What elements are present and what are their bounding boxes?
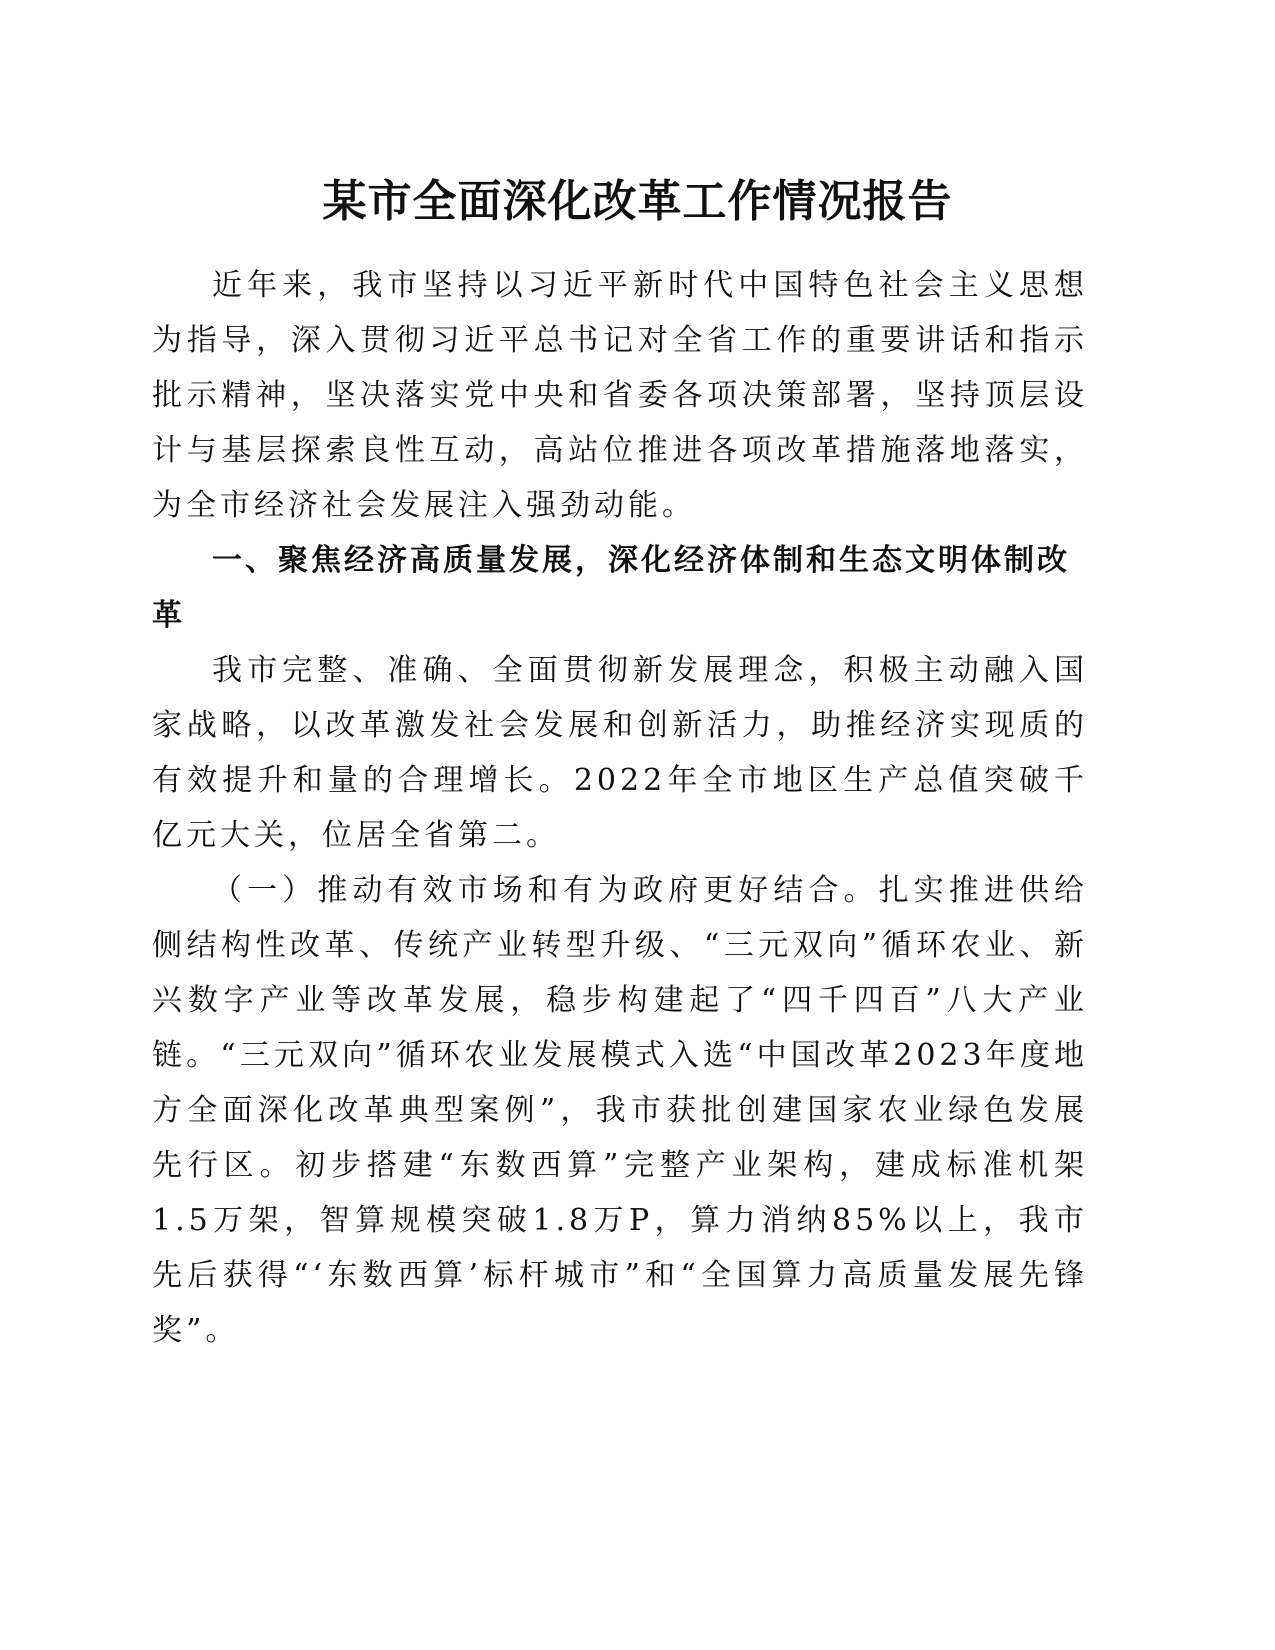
intro-paragraph: 近年来，我市坚持以习近平新时代中国特色社会主义思想为指导，深入贯彻习近平总书记对全省工作的重要讲话和指示批示精神，坚决落实党中央和省委各项决策部署，坚持顶层设计与基层探索良性互动，高站位推进各项改革措施落地落实，为全市经济社会发展注入强劲动能。	[152, 268, 1088, 523]
document-title: 某市全面深化改革工作情况报告	[322, 176, 953, 227]
document-body	[152, 258, 1088, 1358]
subsection-1-text: 扎实推进供给侧结构性改革、传统产业转型升级、“三元双向”循环农业、新兴数字产业等改革发展，稳步构建起了“四千四百”八大产业链。“三元双向”循环农业发展模式入选“中国改革2023年度地方全面深化改革典型案例”，我市获批创建国家农业绿色发展先行区。初步搭建“东数西算”完整产业架构，建成标准机架1.5万架，智算规模突破1.8万P，算力消纳85%以上，我市先后获得“‘东数西算’标杆城市”和“全国算力高质量发展先锋奖”。	[152, 873, 1089, 1348]
section-heading-1: 一、聚焦经济高质量发展，深化经济体制和生态文明体制改革	[152, 543, 1070, 633]
section-1-paragraph: 我市完整、准确、全面贯彻新发展理念，积极主动融入国家战略，以改革激发社会发展和创新活力，助推经济实现质的有效提升和量的合理增长。2022年全市地区生产总值突破千亿元大关，位居全省第二。	[152, 653, 1088, 853]
subsection-1-paragraph	[152, 863, 1088, 1358]
subsection-1-lead: （一）推动有效市场和有为政府更好结合。	[212, 873, 879, 908]
